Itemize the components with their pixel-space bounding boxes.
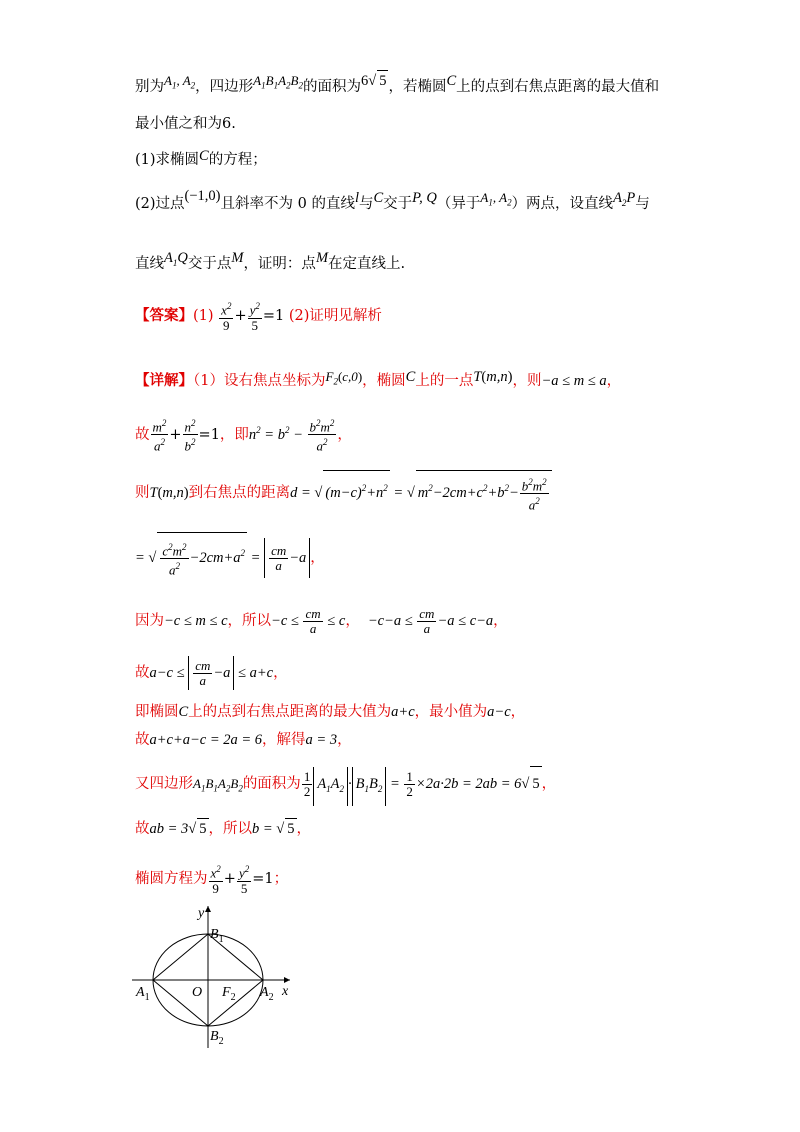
- text: ，解得: [262, 732, 306, 748]
- label-x: x: [282, 984, 289, 999]
- text: 故: [135, 821, 150, 837]
- question-2-cont: 直线$A_1Q$交于点M，证明：点M在定直线上.: [135, 250, 406, 272]
- detail-line-4: = √ $\frac{c^2m^2}{a^2}$ $-2cm+a^2$ = $\frac{cm}{a}$ −a ，: [135, 532, 325, 578]
- text: 上的点到右焦点距离的最大值和: [456, 79, 660, 95]
- detail-line-3: 则T(m,n)到右焦点的距离d = √ $(m-c)^2+n^2$ = √ $m^2-2cm+c^2+b^2-$ $\frac{b^2m^2}{a^2}$: [135, 470, 552, 512]
- detail-line-1: 【详解】（1）设右焦点坐标为$F_2(c,0)$，椭圆C上的一点T(m,n)，则−a ≤ m ≤ a，: [135, 369, 622, 389]
- text: 与: [359, 196, 374, 212]
- detail-line-5: 因为−c ≤ m ≤ c，所以−c ≤ $\frac{cm}{a}$ ≤ c， −c−a ≤ $\frac{cm}{a}$ −a ≤ c−a，: [135, 606, 508, 637]
- text: ，椭圆: [362, 373, 406, 389]
- text: ）两点，设直线: [511, 196, 614, 212]
- text: 直线: [135, 256, 164, 272]
- text: 故: [135, 426, 150, 443]
- text: 最小值之和为: [135, 116, 222, 132]
- text: 交于: [383, 196, 413, 212]
- text: 又四边形: [135, 776, 193, 792]
- text: (2)证明见解析: [288, 308, 382, 324]
- text: 则: [135, 484, 150, 501]
- label-f2: $F_2$: [222, 985, 236, 1003]
- label-b1: $B_1$: [210, 927, 224, 945]
- text: （异于: [436, 196, 481, 212]
- text: 别为: [135, 79, 164, 95]
- text: 的面积为: [302, 79, 361, 95]
- text: ，即: [219, 426, 249, 443]
- text: ，所以: [208, 821, 252, 837]
- text: 椭圆方程为: [135, 871, 208, 887]
- problem-line-1: 别为$A_1$, $A_2$，四边形$A_1B_1A_2B_2$的面积为6√ 5 ，若椭圆C上的点到右焦点距离的最大值和: [135, 70, 659, 97]
- text: 交于点: [187, 256, 232, 272]
- text: 即椭圆: [135, 704, 179, 720]
- text: (1): [193, 308, 214, 324]
- problem-line-2: [135, 114, 236, 134]
- text: (1)求椭圆: [135, 152, 200, 168]
- detail-line-11: 椭圆方程为 $\frac{x^2}{9}$ + $\frac{y^2}{5}$ =1；: [135, 864, 289, 896]
- text: 且斜率不为 0 的直线: [220, 196, 355, 212]
- text: 上的一点: [415, 373, 474, 389]
- label-a1: $A_1$: [136, 985, 150, 1003]
- detail-line-2: 故 $\frac{m^2}{a^2}$ + $\frac{n^2}{b^2}$ =1，即$n^2 = b^2$ − $\frac{b^2m^2}{a^2}$ ，: [135, 418, 352, 454]
- text: 在定直线上.: [328, 256, 406, 272]
- detail-line-10: 故ab = 3√ 5 ，所以b = √ 5 ，: [135, 818, 311, 839]
- detail-line-9: 又四边形$A_1B_1A_2B_2$的面积为 $\frac{1}{2}$ $A_1A_2 \cdot B_1B_2$ = $\frac{1}{2}$ ×2a·2b = 2ab = 6√ 5 ，: [135, 766, 556, 806]
- text: 的方程；: [208, 152, 267, 168]
- detail-label: 【详解】: [135, 372, 193, 389]
- label-b2: $B_2$: [210, 1029, 224, 1047]
- text: 故: [135, 665, 150, 681]
- ellipse-diagram: [130, 898, 310, 1050]
- text: ，四边形: [195, 79, 254, 95]
- text: 6.: [222, 116, 236, 132]
- detail-line-6: 故a−c ≤ $\frac{cm}{a}$ −a ≤ a+c，: [135, 656, 288, 690]
- text: 因为: [135, 613, 164, 629]
- question-1: (1)求椭圆C的方程；: [135, 148, 267, 168]
- text: ，则: [512, 373, 542, 389]
- text: 到右焦点的距离: [188, 484, 291, 501]
- text: （1）设右焦点坐标为: [193, 373, 326, 389]
- text: 与: [635, 196, 650, 212]
- label-y: y: [198, 906, 205, 921]
- text: 故: [135, 732, 150, 748]
- text: ，证明：点: [243, 256, 316, 272]
- text: 上的点到右焦点距离的最大值为: [188, 704, 392, 720]
- label-origin: O: [192, 985, 203, 1000]
- detail-line-8: 故a+c+a−c = 2a = 6，解得a = 3，: [135, 732, 352, 748]
- answer-line: 【答案】(1) $\frac{x^2}{9}$ + $\frac{y^2}{5}$ =1 (2)证明见解析: [135, 301, 382, 333]
- text: ，所以: [227, 613, 272, 629]
- answer-label: 【答案】: [135, 307, 193, 324]
- label-a2: $A_2$: [260, 985, 274, 1003]
- question-2: (2)过点(−1,0)且斜率不为 0 的直线l与C交于P, Q（异于$A_1$, $A_2$）两点，设直线$A_2P$与: [135, 188, 650, 212]
- text: (2)过点: [135, 196, 185, 212]
- text: ，最小值为: [414, 704, 488, 720]
- text: 的面积为: [242, 776, 301, 792]
- detail-line-7: 即椭圆C上的点到右焦点距离的最大值为a+c，最小值为a−c，: [135, 704, 526, 720]
- text: ，若椭圆: [388, 79, 447, 95]
